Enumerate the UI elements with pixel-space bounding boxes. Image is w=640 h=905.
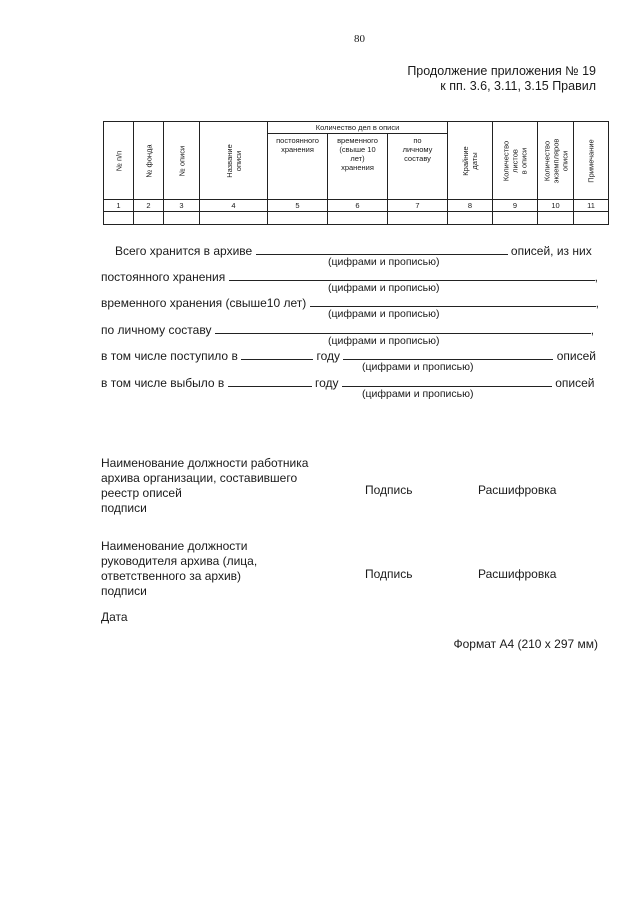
col-number: 2	[134, 200, 164, 212]
hint-received: (цифрами и прописью)	[362, 361, 474, 373]
col-number: 7	[388, 200, 448, 212]
col-header-sheets: Количество листов в описи	[493, 122, 538, 200]
received-prefix: в том числе поступило в	[101, 349, 238, 363]
received-suffix: описей	[556, 349, 596, 363]
received-line	[101, 348, 596, 363]
table-cell	[388, 212, 448, 225]
head-position-label: Наименование должности руководителя архива (лица, ответственного за архив) подписи	[101, 539, 258, 598]
col-number: 1	[104, 200, 134, 212]
head-decoding-label: Расшифровка	[478, 567, 557, 581]
personnel-blank	[215, 322, 591, 334]
hint-total: (цифрами и прописью)	[328, 256, 440, 268]
total-suffix: описей, из них	[510, 244, 592, 258]
head-signature-label: Подпись	[365, 567, 413, 581]
table-cell	[574, 212, 609, 225]
temporary-label: временного хранения (свыше10 лет)	[101, 296, 307, 310]
col-number: 8	[448, 200, 493, 212]
page-number: 80	[354, 33, 365, 45]
permanent-blank	[229, 269, 595, 281]
col-number: 3	[164, 200, 200, 212]
table-cell	[448, 212, 493, 225]
col-header-inventory: № описи	[164, 122, 200, 200]
retired-year-blank	[228, 375, 312, 387]
table-cell	[104, 212, 134, 225]
col-number: 5	[268, 200, 328, 212]
retired-year-label: году	[315, 376, 339, 390]
table-row	[104, 212, 609, 225]
temporary-blank	[310, 295, 596, 307]
retired-count-blank	[342, 375, 552, 387]
total-blank	[256, 243, 508, 255]
paper-format-note: Формат А4 (210 х 297 мм)	[453, 637, 598, 651]
appendix-header-line2: к пп. 3.6, 3.11, 3.15 Правил	[440, 79, 596, 93]
inventory-register-table	[103, 121, 609, 225]
table-cell	[328, 212, 388, 225]
table-cell	[493, 212, 538, 225]
total-prefix: Всего хранится в архиве	[115, 244, 253, 258]
personnel-label: по личному составу	[101, 323, 212, 337]
permanent-comma: ,	[594, 270, 598, 284]
archivist-position-label: Наименование должности работника архива организации, составившего реестр описей подписи	[101, 456, 309, 515]
appendix-header-line1: Продолжение приложения № 19	[407, 64, 596, 78]
retired-suffix: описей	[555, 376, 595, 390]
hint-retired: (цифрами и прописью)	[362, 388, 474, 400]
archivist-signature-label: Подпись	[365, 483, 413, 497]
col-number: 9	[493, 200, 538, 212]
col-header-personnel: по личному составу	[388, 134, 448, 200]
hint-personnel: (цифрами и прописью)	[328, 335, 440, 347]
col-header-temporary: временного (свыше 10 лет) хранения	[328, 134, 388, 200]
permanent-label: постоянного хранения	[101, 270, 226, 284]
col-number: 11	[574, 200, 609, 212]
col-header-title: Название описи	[200, 122, 268, 200]
hint-permanent: (цифрами и прописью)	[328, 282, 440, 294]
personnel-comma: ,	[590, 323, 595, 337]
received-count-blank	[343, 348, 553, 360]
table-cell	[268, 212, 328, 225]
received-year-label: году	[316, 349, 341, 363]
col-header-permanent: постоянного хранения	[268, 134, 328, 200]
col-number: 6	[328, 200, 388, 212]
date-label: Дата	[101, 610, 128, 624]
table-cell	[200, 212, 268, 225]
col-header-no: № п/п	[104, 122, 134, 200]
temporary-comma: ,	[595, 296, 599, 310]
table-cell	[538, 212, 574, 225]
retired-line	[101, 375, 594, 390]
col-number: 4	[200, 200, 268, 212]
hint-temporary: (цифрами и прописью)	[328, 308, 440, 320]
col-header-copies: Количество экземпляров описи	[538, 122, 574, 200]
table-cell	[134, 212, 164, 225]
col-number: 10	[538, 200, 574, 212]
col-header-fund: № фонда	[134, 122, 164, 200]
table-cell	[164, 212, 200, 225]
col-header-dates: Крайние даты	[448, 122, 493, 200]
retired-prefix: в том числе выбыло в	[101, 376, 225, 390]
archivist-decoding-label: Расшифровка	[478, 483, 557, 497]
col-header-group-cases: Количество дел в описи	[268, 122, 448, 134]
received-year-blank	[241, 348, 313, 360]
col-header-note: Примечание	[574, 122, 609, 200]
